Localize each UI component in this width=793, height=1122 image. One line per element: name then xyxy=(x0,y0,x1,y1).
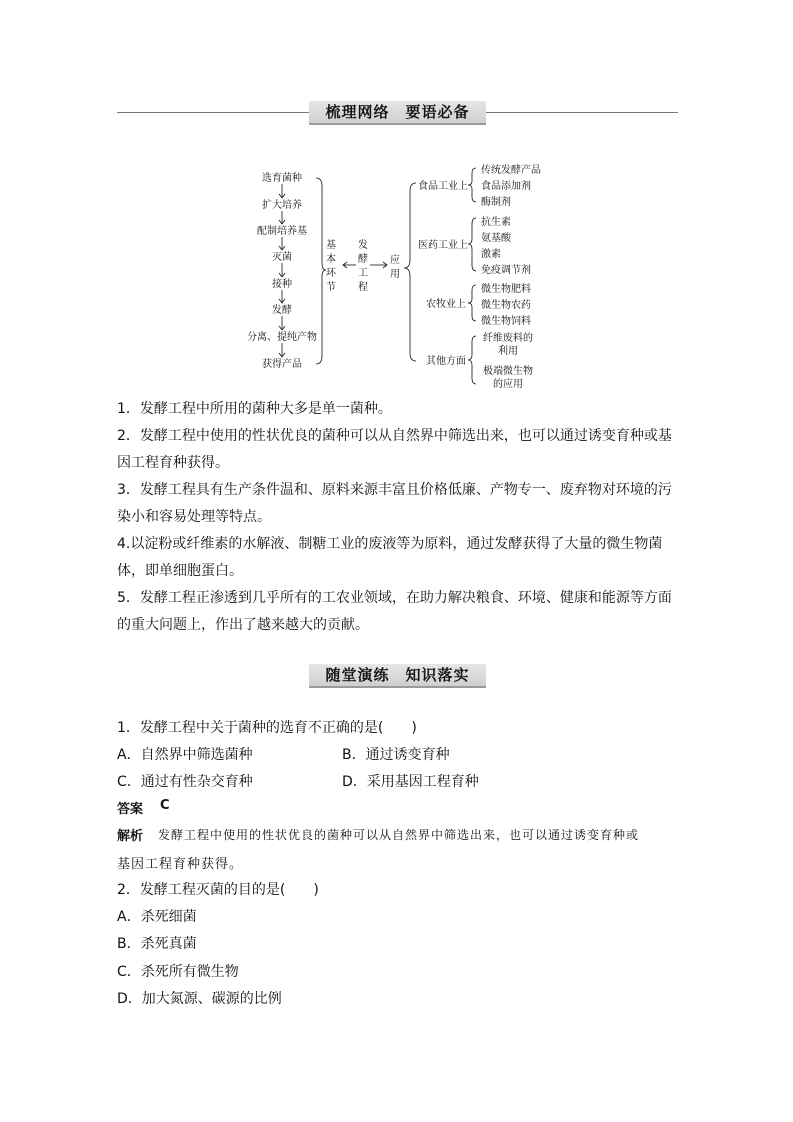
basic-char-1: 本 xyxy=(326,254,336,265)
point-1: 1．发酵工程中所用的菌种大多是单一菌种。 xyxy=(117,401,392,417)
q1-explanation-line2: 基因工程育种获得。 xyxy=(117,857,244,872)
point-5: 5．发酵工程正渗透到几乎所有的工农业领域，在助力解决粮食、环境、健康和能源等方面的重大问题上，作出了越来越大的贡献。 xyxy=(117,590,672,633)
q1-option-a[interactable]: A．自然界中筛选菌种 xyxy=(117,747,253,763)
step-1: 扩大培养 xyxy=(262,200,302,211)
key-points xyxy=(117,396,679,639)
food-item-1: 食品添加剂 xyxy=(481,181,531,192)
med-item-2: 激素 xyxy=(481,249,501,260)
banner-rule-left xyxy=(117,112,309,113)
q1-answer-label: 答案 xyxy=(117,802,144,817)
category-food: 食品工业上 xyxy=(418,181,468,192)
other-item-3: 的应用 xyxy=(493,379,523,390)
basic-char-2: 环 xyxy=(326,268,336,279)
q1-option-d[interactable]: D．采用基因工程育种 xyxy=(342,774,479,790)
step-4: 接种 xyxy=(272,279,292,290)
food-item-2: 酶制剂 xyxy=(481,197,511,208)
app-char-1: 用 xyxy=(390,269,400,280)
category-medicine: 医药工业上 xyxy=(418,240,468,251)
med-item-3: 免疫调节剂 xyxy=(481,265,531,276)
step-5: 发酵 xyxy=(272,305,292,316)
agri-item-0: 微生物肥料 xyxy=(481,284,531,295)
eng-char-3: 程 xyxy=(358,282,368,293)
q2-option-a[interactable]: A．杀死细菌 xyxy=(117,909,197,925)
step-7: 获得产品 xyxy=(262,359,302,370)
med-item-1: 氨基酸 xyxy=(481,233,511,244)
q2-stem: 2．发酵工程灭菌的目的是( ) xyxy=(117,882,319,898)
other-item-0: 纤维废料的 xyxy=(483,333,533,344)
med-item-0: 抗生素 xyxy=(481,217,511,228)
point-3: 3．发酵工程具有生产条件温和、原料来源丰富且价格低廉、产物专一、废弃物对环境的污染小和容易处理等特点。 xyxy=(117,482,672,525)
step-3: 灭菌 xyxy=(272,252,292,263)
other-item-1: 利用 xyxy=(498,346,518,357)
point-4: 4.以淀粉或纤维素的水解液、制糖工业的废液等为原料，通过发酵获得了大量的微生物菌体，即单细胞蛋白。 xyxy=(117,536,663,579)
q1-stem: 1．发酵工程中关于菌种的选育不正确的是( ) xyxy=(117,720,417,736)
food-item-0: 传统发酵产品 xyxy=(481,165,541,176)
fermentation-diagram xyxy=(240,158,560,398)
q1-answer-value: C xyxy=(160,798,170,813)
q1-explanation-label: 解析 xyxy=(117,829,144,844)
agri-item-2: 微生物饲料 xyxy=(481,316,531,327)
other-item-2: 极端微生物 xyxy=(483,366,533,377)
agri-item-1: 微生物农药 xyxy=(481,300,531,311)
step-6: 分离、提纯产物 xyxy=(247,332,317,343)
basic-char-3: 节 xyxy=(326,282,336,293)
section-banner-practice: 随堂演练 知识落实 xyxy=(309,664,486,688)
q2-option-c[interactable]: C．杀死所有微生物 xyxy=(117,964,239,980)
eng-char-2: 工 xyxy=(358,268,368,279)
step-0: 选育菌种 xyxy=(262,173,302,184)
q1-option-b[interactable]: B．通过诱变育种 xyxy=(342,747,450,763)
section-banner-network: 梳理网络 要语必备 xyxy=(309,101,486,125)
category-other: 其他方面 xyxy=(426,356,466,367)
q2-option-d[interactable]: D．加大氮源、碳源的比例 xyxy=(117,991,282,1007)
eng-char-1: 酵 xyxy=(358,254,368,265)
step-2: 配制培养基 xyxy=(257,226,307,237)
category-agriculture: 农牧业上 xyxy=(426,299,466,310)
q1-explanation-line1: 发酵工程中使用的性状优良的菌种可以从自然界中筛选出来，也可以通过诱变育种或 xyxy=(158,828,640,842)
basic-char-0: 基 xyxy=(326,240,336,251)
point-2: 2．发酵工程中使用的性状优良的菌种可以从自然界中筛选出来，也可以通过诱变育种或基因工程育种获得。 xyxy=(117,428,672,471)
q1-option-c[interactable]: C．通过有性杂交育种 xyxy=(117,774,253,790)
banner-rule-right xyxy=(486,112,678,113)
app-char-0: 应 xyxy=(390,255,400,266)
eng-char-0: 发 xyxy=(358,240,368,251)
q2-option-b[interactable]: B．杀死真菌 xyxy=(117,936,197,952)
